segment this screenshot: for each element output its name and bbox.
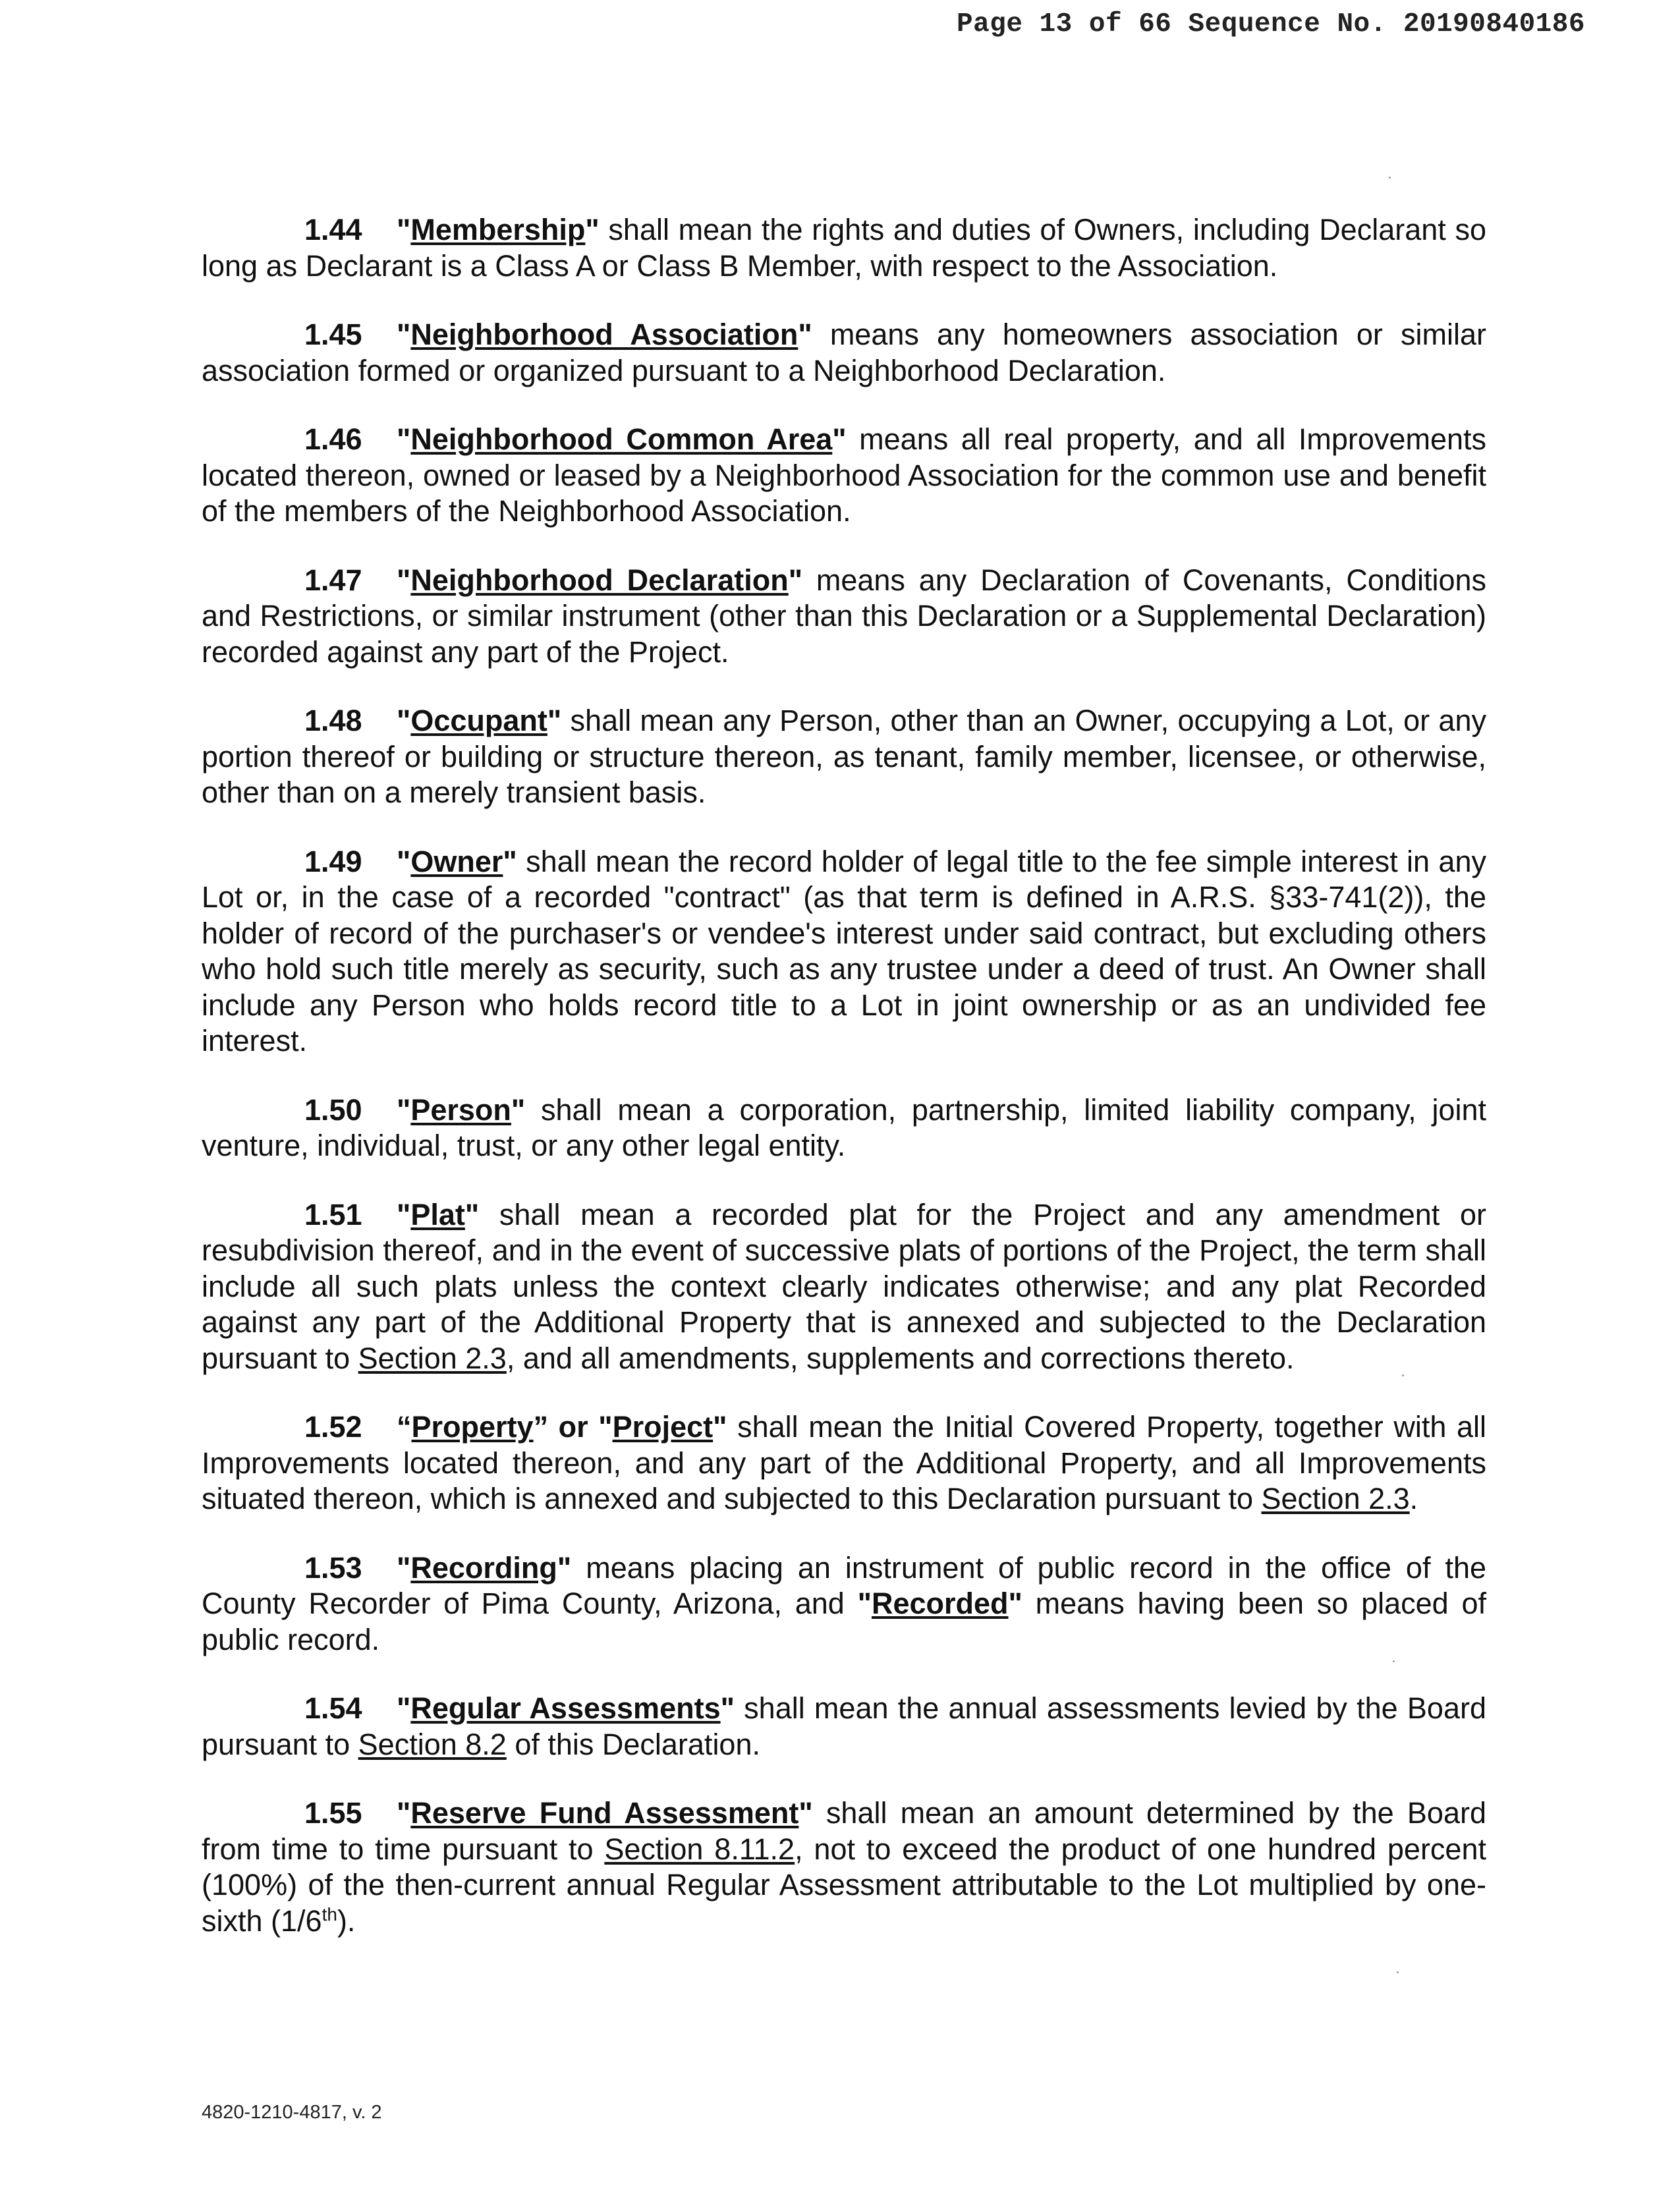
definition-text: ). <box>337 1903 356 1938</box>
defined-term: Neighborhood Declaration <box>410 563 789 597</box>
section-number: 1.51 <box>304 1197 362 1231</box>
defined-term: Reserve Fund Assessment <box>410 1796 799 1830</box>
quote-mark: " <box>503 844 517 878</box>
definition-text: shall mean the annual assessments levied by the Board pursuant to <box>202 1691 1486 1761</box>
defined-term: Recording <box>410 1550 557 1585</box>
quote-mark: " <box>397 1092 411 1127</box>
definition-text: . <box>1409 1482 1418 1515</box>
definition-text: shall mean any Person, other than an Owner, occupying a Lot, or any portion thereof or building or structure thereon, as tenant, family member, licensee, or otherwise, other than on a merely transient basis. <box>202 704 1486 809</box>
definition-text: of this Declaration. <box>506 1727 760 1761</box>
quote-mark: " <box>1008 1587 1022 1620</box>
section-number: 1.53 <box>304 1550 362 1585</box>
section-number: 1.47 <box>304 563 362 597</box>
definition-1-46 <box>202 422 1486 530</box>
quote-mark: " <box>397 1691 411 1725</box>
quote-mark: " <box>397 1550 411 1585</box>
definition-1-44 <box>202 212 1486 284</box>
section-number: 1.45 <box>304 318 362 351</box>
scan-speck <box>1402 1374 1404 1376</box>
definition-text: shall mean the record holder of legal title to the fee simple interest in any Lot or, in the case of a recorded "contract" (as that term is defined in A.R.S. §33-741(2)), the holder of record of the purchaser's or vendee's interest under said contract, but excluding others who hold such title merely as security, such as any trustee under a deed of trust. An Owner shall include any Person who holds record title to a Lot in joint ownership or as an undivided fee interest. <box>202 844 1486 1057</box>
defined-term: Project <box>612 1410 714 1444</box>
quote-mark: " <box>397 563 411 597</box>
quote-mark: " <box>798 1796 813 1830</box>
quote-mark: " <box>397 213 411 246</box>
quote-mark: " <box>397 1197 411 1231</box>
quote-mark: ” or " <box>533 1410 613 1444</box>
section-number: 1.46 <box>304 422 362 456</box>
scan-speck <box>1393 1660 1395 1662</box>
definition-1-49 <box>202 844 1486 1059</box>
section-number: 1.55 <box>304 1796 362 1830</box>
definition-1-55 <box>202 1795 1486 1939</box>
definition-1-53 <box>202 1550 1486 1658</box>
quote-mark: " <box>547 704 562 737</box>
definition-text: means any Declaration of Covenants, Conditions and Restrictions, or similar instrument (other than this Declaration or a Supplemental Declaration) recorded against any part of the Project. <box>202 563 1487 669</box>
scan-speck <box>1389 177 1391 179</box>
definition-1-52 <box>202 1409 1486 1517</box>
definition-text: shall mean a recorded plat for the Project and any amendment or resubdivision thereof, and in the event of successive plats of portions of the Project, the term shall include all such plats unless the context clearly indicates otherwise; and any plat Recorded against any part of the Additional Property that is annexed and subjected to the Declaration pursuant to <box>202 1197 1486 1375</box>
quote-mark: " <box>720 1691 735 1725</box>
section-number: 1.49 <box>304 844 362 878</box>
quote-mark: " <box>857 1587 872 1620</box>
defined-term: Property <box>411 1410 534 1444</box>
quote-mark: " <box>397 704 411 737</box>
quote-mark: " <box>511 1092 526 1127</box>
section-reference: Section 2.3 <box>1261 1482 1410 1515</box>
defined-term: Plat <box>410 1197 465 1231</box>
section-number: 1.44 <box>304 213 362 246</box>
section-number: 1.52 <box>304 1410 362 1444</box>
definition-1-47 <box>202 563 1486 671</box>
defined-term: Regular Assessments <box>410 1691 721 1725</box>
definition-text: shall mean the Initial Covered Property, together with all Improvements located thereon, and any part of the Additional Property, and all Improvements situated thereon, which is annexed and subjected to this Declaration pursuant to <box>202 1410 1486 1515</box>
document-id-footer: 4820-1210-4817, v. 2 <box>202 2102 382 2123</box>
section-number: 1.48 <box>304 704 362 737</box>
quote-mark: " <box>832 422 847 456</box>
definition-text: means all real property, and all Improvements located thereon, owned or leased by a Neighborhood Association for the common use and benefit of the members of the Neighborhood Association. <box>202 422 1486 528</box>
definition-1-51 <box>202 1197 1486 1377</box>
section-reference: Section 2.3 <box>358 1341 507 1375</box>
definition-1-48 <box>202 703 1486 811</box>
section-number: 1.54 <box>304 1691 362 1725</box>
quote-mark: “ <box>397 1410 412 1444</box>
quote-mark: " <box>798 318 812 351</box>
definition-text: , and all amendments, supplements and corrections thereto. <box>506 1341 1295 1375</box>
quote-mark: " <box>397 844 411 878</box>
scan-speck <box>1397 1971 1399 1973</box>
defined-term: Neighborhood Association <box>410 318 798 351</box>
definition-text: means placing an instrument of public record in the office of the County Recorder of Pima County, Arizona, and <box>202 1550 1486 1620</box>
definition-text: shall mean an amount determined by the Board from time to time pursuant to <box>202 1796 1486 1866</box>
section-number: 1.50 <box>304 1092 362 1127</box>
quote-mark: " <box>397 422 411 456</box>
defined-term: Occupant <box>410 704 547 737</box>
definition-1-45 <box>202 317 1486 389</box>
quote-mark: " <box>713 1410 727 1444</box>
definition-text: shall mean a corporation, partnership, limited liability company, joint venture, individual, trust, or any other legal entity. <box>202 1092 1486 1162</box>
definition-1-50 <box>202 1092 1486 1164</box>
section-reference: Section 8.2 <box>358 1727 507 1761</box>
definition-1-54 <box>202 1691 1486 1762</box>
section-reference: Section 8.11.2 <box>604 1832 795 1866</box>
defined-term: Recorded <box>871 1587 1009 1620</box>
defined-term: Membership <box>410 213 586 246</box>
quote-mark: " <box>557 1550 572 1585</box>
defined-term: Owner <box>410 844 503 878</box>
definition-text: , not to exceed the product of one hundred percent (100%) of the then-current annual Regular Assessment attributable to the Lot multiplied by one-sixth (1/6 <box>202 1832 1486 1938</box>
quote-mark: " <box>397 318 411 351</box>
defined-term: Person <box>410 1092 511 1127</box>
definitions-section <box>202 212 1486 1972</box>
definition-text: means any homeowners association or similar association formed or organized pursuant to a Neighborhood Declaration. <box>202 318 1486 387</box>
quote-mark: " <box>464 1197 480 1231</box>
ordinal-superscript: th <box>322 1903 337 1925</box>
definition-text: shall mean the rights and duties of Owners, including Declarant so long as Declarant is a Class A or Class B Member, with respect to the Association. <box>202 213 1486 283</box>
quote-mark: " <box>788 563 803 597</box>
quote-mark: " <box>585 213 600 246</box>
quote-mark: " <box>397 1796 411 1830</box>
page-sequence-header: Page 13 of 66 Sequence No. 20190840186 <box>957 9 1585 40</box>
defined-term: Neighborhood Common Area <box>410 422 833 456</box>
definition-text: means having been so placed of public record. <box>202 1587 1486 1656</box>
